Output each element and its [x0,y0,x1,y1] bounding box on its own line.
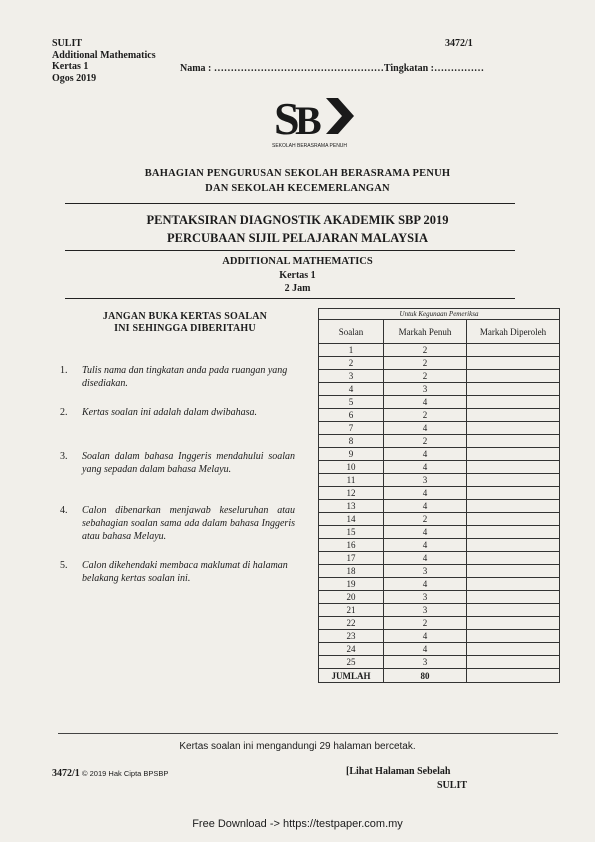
table-row [319,539,560,552]
question-number: 19 [319,578,384,591]
full-marks: 4 [384,396,467,409]
marks-obtained-cell[interactable] [467,604,560,617]
marks-obtained-cell[interactable] [467,409,560,422]
instruction-number: 2. [60,407,68,418]
total-label: JUMLAH [319,669,384,683]
org-line-2: DAN SEKOLAH KECEMERLANGAN [205,183,390,194]
full-marks: 3 [384,565,467,578]
page-count-note: Kertas soalan ini mengandungi 29 halaman bercetak. [179,741,416,752]
footer-sulit: SULIT [437,780,468,791]
instruction-number: 4. [60,505,68,516]
marks-obtained-cell[interactable] [467,487,560,500]
marks-obtained-cell[interactable] [467,578,560,591]
full-marks: 4 [384,422,467,435]
question-number: 25 [319,656,384,669]
full-marks: 3 [384,383,467,396]
table-row [319,396,560,409]
question-number: 17 [319,552,384,565]
full-marks: 3 [384,604,467,617]
marks-obtained-cell[interactable] [467,435,560,448]
marks-table-body [319,344,560,683]
table-row [319,357,560,370]
footer-code: 3472/1 [52,768,80,779]
instruction-item [60,406,295,419]
question-number: 7 [319,422,384,435]
instruction-text: Tulis nama dan tingkatan anda pada ruangan yang disediakan. [82,365,288,389]
table-row [319,604,560,617]
question-number: 3 [319,370,384,383]
marks-obtained-cell[interactable] [467,552,560,565]
org-line-1: BAHAGIAN PENGURUSAN SEKOLAH BERASRAMA PENUH [144,168,451,179]
divider [65,203,515,204]
marks-obtained-cell[interactable] [467,643,560,656]
instruction-number: 3. [60,451,68,462]
duration-label: 2 Jam [284,283,311,294]
marks-table [318,308,560,683]
header-paper: Kertas 1 [52,61,89,72]
svg-text:B: B [295,98,322,143]
full-marks: 2 [384,357,467,370]
full-marks: 2 [384,409,467,422]
instruction-item [60,450,295,476]
table-row [319,643,560,656]
instruction-item [60,504,295,543]
question-number: 23 [319,630,384,643]
question-number: 14 [319,513,384,526]
question-number: 6 [319,409,384,422]
question-number: 2 [319,357,384,370]
header-sulit: SULIT [52,38,83,49]
question-number: 22 [319,617,384,630]
exam-title-2: PERCUBAAN SIJIL PELAJARAN MALAYSIA [166,231,429,245]
instruction-text: Soalan dalam bahasa Inggeris mendahului soalan yang sepadan dalam bahasa Melayu. [82,451,295,475]
svg-text:S: S [274,93,300,144]
total-row [319,669,560,683]
marks-obtained-cell[interactable] [467,383,560,396]
marks-obtained-cell[interactable] [467,448,560,461]
header-subject: Additional Mathematics [52,49,156,61]
marks-obtained-cell[interactable] [467,526,560,539]
sbp-logo [268,90,358,150]
table-row [319,448,560,461]
next-page-note: [Lihat Halaman Sebelah [346,766,451,777]
full-marks: 4 [384,578,467,591]
header-date: Ogos 2019 [52,72,97,84]
marks-obtained-cell[interactable] [467,513,560,526]
table-row [319,565,560,578]
question-number: 8 [319,435,384,448]
table-row [319,513,560,526]
question-number: 9 [319,448,384,461]
full-marks: 4 [384,539,467,552]
full-marks: 4 [384,552,467,565]
table-row [319,617,560,630]
footer-copyright [52,768,168,779]
question-number: 12 [319,487,384,500]
question-number: 10 [319,461,384,474]
divider [65,298,515,299]
marks-obtained-cell[interactable] [467,617,560,630]
warning-line-1: JANGAN BUKA KERTAS SOALAN [102,311,268,322]
instruction-number: 1. [60,365,68,376]
question-number: 5 [319,396,384,409]
table-row [319,526,560,539]
question-number: 11 [319,474,384,487]
instruction-item [60,364,295,390]
header-code: 3472/1 [445,38,473,49]
question-number: 13 [319,500,384,513]
table-row [319,461,560,474]
download-link[interactable]: Free Download -> https://testpaper.com.my [192,818,403,830]
full-marks: 4 [384,461,467,474]
marks-obtained-cell[interactable] [467,474,560,487]
warning-line-2: INI SEHINGGA DIBERITAHU [114,323,256,334]
marks-obtained-cell[interactable] [467,539,560,552]
table-row [319,422,560,435]
table-row [319,630,560,643]
full-marks: 3 [384,474,467,487]
full-marks: 4 [384,526,467,539]
table-row [319,552,560,565]
instruction-text: Kertas soalan ini adalah dalam dwibahasa. [82,407,258,418]
table-row [319,487,560,500]
marks-obtained-cell[interactable] [467,344,560,357]
table-row [319,409,560,422]
marks-obtained-cell[interactable] [467,500,560,513]
full-marks: 2 [384,370,467,383]
instruction-text: Calon dikehendaki membaca maklumat di halaman belakang kertas soalan ini. [82,560,288,584]
marks-obtained-cell[interactable] [467,396,560,409]
instruction-number: 5. [60,560,68,571]
subject-title: ADDITIONAL MATHEMATICS [222,256,373,267]
header-markah-penuh: Markah Penuh [384,320,467,344]
full-marks: 4 [384,487,467,500]
total-value: 80 [384,669,467,683]
logo-caption: SEKOLAH BERASRAMA PENUH [272,143,348,149]
marks-obtained-cell[interactable] [467,370,560,383]
question-number: 18 [319,565,384,578]
marks-obtained-cell[interactable] [467,422,560,435]
divider [58,733,558,734]
question-number: 1 [319,344,384,357]
full-marks: 4 [384,630,467,643]
question-number: 24 [319,643,384,656]
marks-obtained-cell[interactable] [467,656,560,669]
marks-obtained-cell[interactable] [467,565,560,578]
header-soalan: Soalan [319,320,384,344]
question-number: 16 [319,539,384,552]
question-number: 20 [319,591,384,604]
full-marks: 3 [384,591,467,604]
table-row [319,656,560,669]
exam-title-1: PENTAKSIRAN DIAGNOSTIK AKADEMIK SBP 2019 [146,213,449,227]
divider [65,250,515,251]
table-row [319,591,560,604]
sbp-logo-icon [268,90,358,150]
name-form-line[interactable]: Nama : ……………………………………………Tingkatan :…………… [180,63,484,74]
instruction-item [60,559,295,585]
marks-obtained-cell[interactable] [467,461,560,474]
header-markah-diperoleh: Markah Diperoleh [467,320,560,344]
instruction-text: Calon dibenarkan menjawab keseluruhan atau sebahagian soalan sama ada dalam bahasa Inggeris atau bahasa Melayu. [82,505,295,542]
table-row [319,578,560,591]
marks-obtained-cell[interactable] [467,591,560,604]
full-marks: 2 [384,617,467,630]
table-caption: Untuk Kegunaan Pemeriksa [319,309,560,320]
marks-obtained-cell[interactable] [467,630,560,643]
paper-label: Kertas 1 [279,270,316,281]
total-obtained-cell[interactable] [467,669,560,683]
table-row [319,383,560,396]
copyright-text: © 2019 Hak Cipta BPSBP [82,769,169,778]
full-marks: 2 [384,435,467,448]
table-row [319,500,560,513]
full-marks: 4 [384,643,467,656]
full-marks: 3 [384,656,467,669]
question-number: 21 [319,604,384,617]
question-number: 15 [319,526,384,539]
marks-obtained-cell[interactable] [467,357,560,370]
table-row [319,435,560,448]
table-row [319,344,560,357]
question-number: 4 [319,383,384,396]
header-meta [52,38,156,84]
full-marks: 2 [384,513,467,526]
table-row [319,370,560,383]
full-marks: 4 [384,448,467,461]
table-row [319,474,560,487]
full-marks: 4 [384,500,467,513]
full-marks: 2 [384,344,467,357]
